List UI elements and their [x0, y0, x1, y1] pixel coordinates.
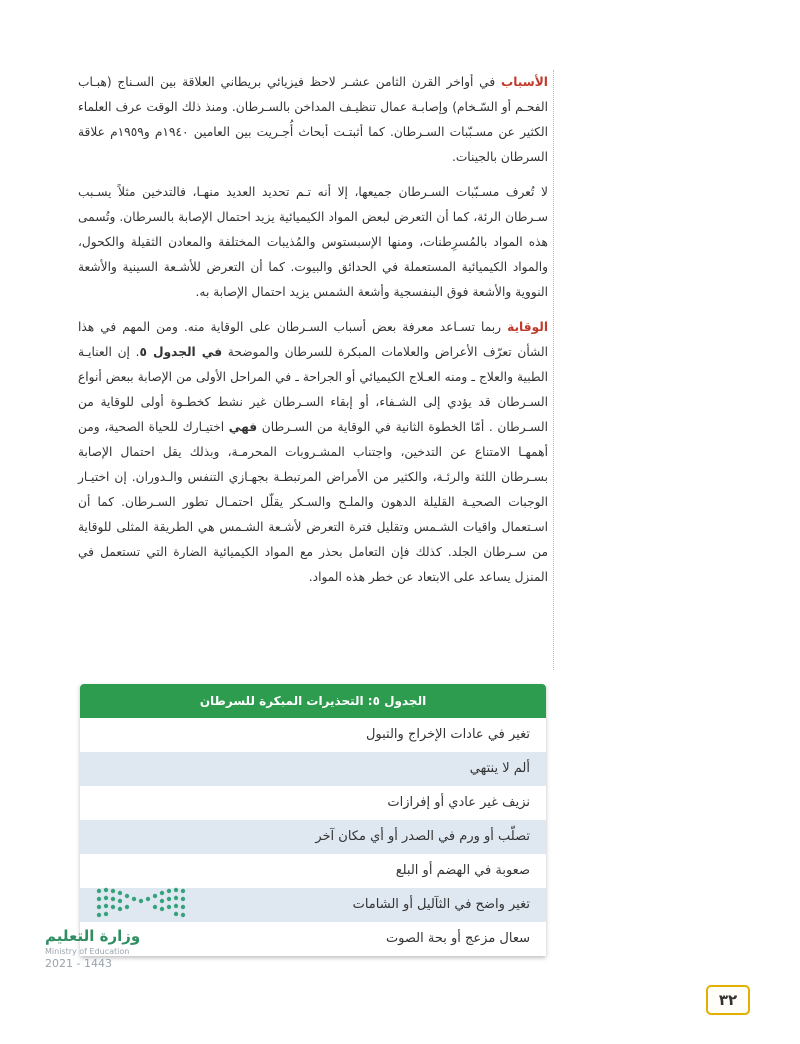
- table-row: نزيف غير عادي أو إفرازات: [80, 786, 546, 820]
- table-row: سعال مزعج أو بحة الصوت: [80, 922, 546, 956]
- keyword-causes: الأسباب: [500, 75, 548, 89]
- paragraph-causes: [78, 70, 548, 170]
- prevention-text-b: . إن العنايـة الطبية والعلاج ـ ومنه العـلاج الكيميائي أو الجراحة ـ في المراحل الأولى من الإصابة ببعض أنواع السـرطان قد يؤدي إلى الشـفاء، أو إبقاء السـرطان غير نشط كخطـوة أولى للوقاية من السـرطان . أمّا الخطوة الثانية في الوقاية من السـرطان: [78, 345, 549, 434]
- prevention-text-c: اختيـارك للحياة الصحية، ومن أهمهـا الامتناع عن التدخين، واجتناب المشـروبات المحرمـة، وبذلك يقل احتمال الإصابة بسـرطان اللثة والرئـة، والكثير من الأمراض المرتبطـة بجهـازي التنفس والـدوران. إن اختيـار الوجبات الصحيـة القليلة الدهون والملـح والسـكر يقلّل احتمـال تطور السـرطان. كما أن اسـتعمال واقيات الشـمس وتقليل فترة التعرض لأشـعة الشـمس هي الطريقة المثلى للوقاية من سـرطان الجلد. كذلك فإن التعامل بحذر مع المواد الكيميائية الضارة التي تستعمل في المنزل يساعد على الابتعاد عن خطر هذه المواد.: [78, 420, 548, 584]
- carcinogens-text: لا تُعرف مسـبّبات السـرطان جميعها، إلا أنه تـم تحديد العديد منهـا، فالتدخين مثلاً يسـبب سـرطان الرئة، كما أن التعرض لبعض المواد الكيميائية يزيد احتمال الإصابة بالسرطان. وتُسمى هذه المواد بالمُسرِطنات، ومنها الإسبستوس والمُذيبات المختلفة والمعادن الثقيلة والكحول، والمواد الكيميائية المستعملة في الحدائق والبيوت. كما أن التعرض للأشـعة السينية والأشعة النووية والأشعة فوق البنفسجية وأشعة الشمس يزيد احتمال الإصابة به.: [78, 185, 548, 299]
- table-title: الجدول ٥: التحذيرات المبكرة للسرطان: [80, 684, 546, 718]
- ministry-dots-icon: [95, 885, 191, 921]
- causes-text: في أواخر القرن الثامن عشـر لاحظ فيزيائي بريطاني العلاقة بين السـناج (هبـاب الفحـم أو السّـخام) وإصابـة عمال تنظيـف المداخن بالسـرطان. ومنذ ذلك الوقت عرف العلماء الكثير عن مسـبّبات السـرطان. كما أثبتـت أبحاث أُجـريت بين العامين ١٩٤٠م و١٩٥٩م علاقة السرطان بالجينات.: [78, 75, 548, 164]
- margin-dotted-rule: [553, 70, 554, 670]
- table-reference: في الجدول ٥: [139, 345, 223, 359]
- page-number: ٣٢: [706, 985, 750, 1015]
- edition-year: 2021 - 1443: [45, 957, 112, 970]
- paragraph-prevention: [78, 315, 548, 590]
- ministry-name: وزارة التعليم: [45, 927, 141, 945]
- table-row: تصلّب أو ورم في الصدر أو أي مكان آخر: [80, 820, 546, 854]
- table-row: صعوبة في الهضم أو البلع: [80, 854, 546, 888]
- table-row: تغير في عادات الإخراج والتبول: [80, 718, 546, 752]
- body-text: [78, 70, 548, 600]
- paragraph-carcinogens: [78, 180, 548, 305]
- prevention-emphasis: فهي: [228, 420, 258, 434]
- table-row: ألم لا ينتهي: [80, 752, 546, 786]
- prevention-text-a: ربما تسـاعد معرفة بعض أسباب السـرطان على الوقاية منه. ومن المهم في هذا الشأن تعرّف الأعراض والعلامات المبكرة للسرطان والموضحة: [78, 320, 549, 359]
- ministry-logo: [45, 885, 205, 985]
- keyword-prevention: الوقاية: [507, 320, 548, 334]
- table-row: تغير واضح في الثآليل أو الشامات: [80, 888, 546, 922]
- ministry-name-en: Ministry of Education: [45, 947, 130, 956]
